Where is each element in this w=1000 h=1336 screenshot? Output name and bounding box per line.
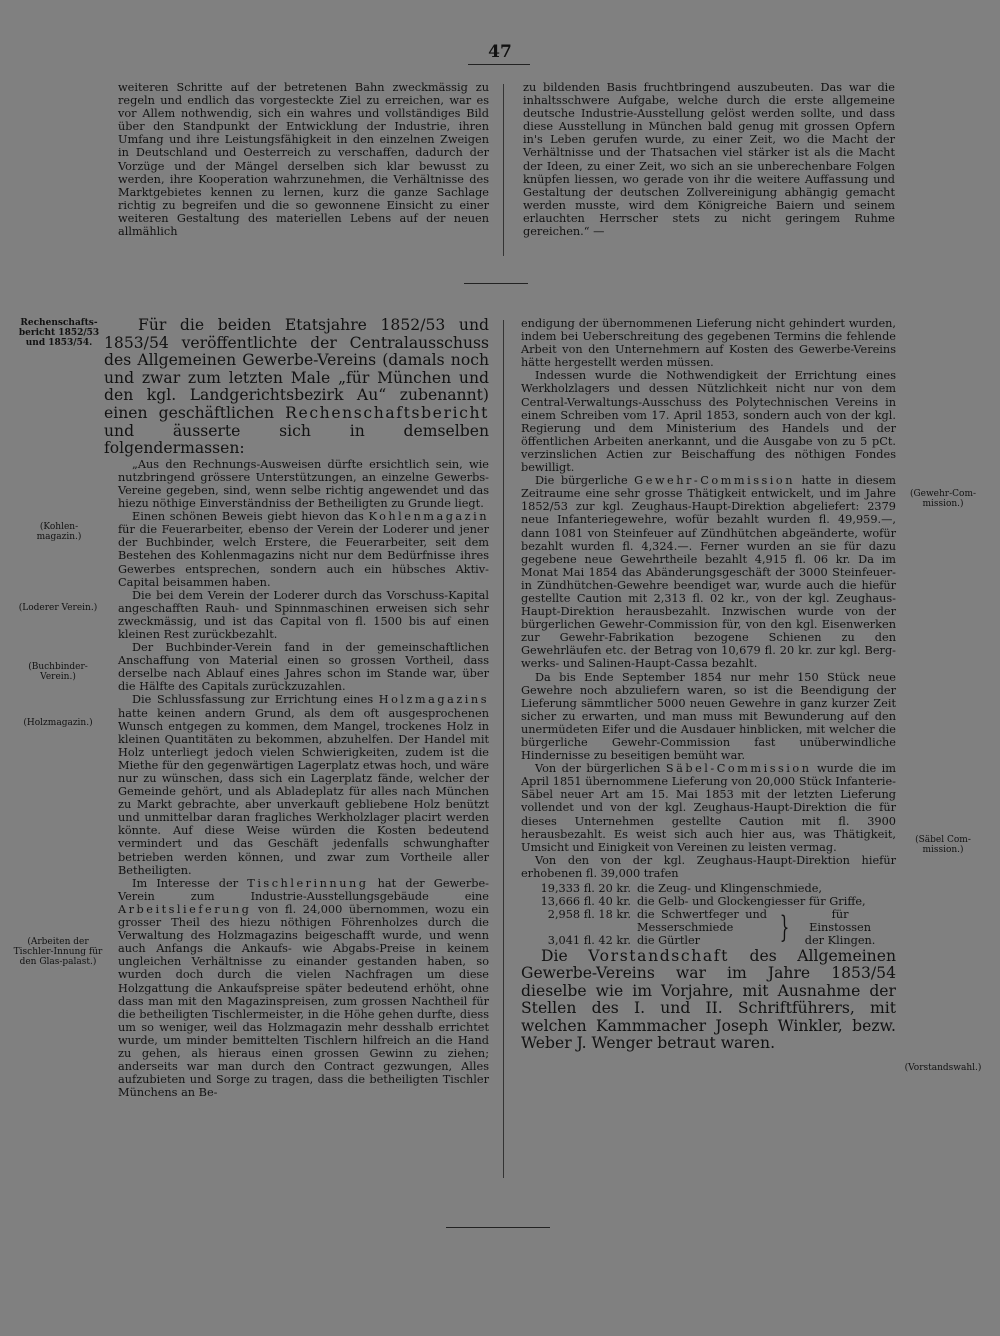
top-right-column bbox=[523, 81, 895, 238]
vorstandschaft-paragraph bbox=[521, 948, 896, 1054]
right-paragraph-6: Von den von der kgl. Zeughaus-Haupt-Direktion hiefür erhobenen fl. 39,000 trafen bbox=[521, 853, 896, 880]
final-suffix: des Allgemeinen Gewerbe-Vereins war im Jahre 1853/54 dieselbe wie im Vorjahre, mit Ausnahme der Stellen des I. und II. Schriftführers, mit welchen Kammmacher Joseph Winkler, bezw. Weber J. Wenger betraut waren. bbox=[521, 946, 896, 1053]
report-paragraph-2 bbox=[118, 510, 489, 589]
p6-spaced-word-2: Arbeitslieferung bbox=[118, 902, 252, 916]
top-left-column bbox=[118, 81, 489, 238]
payment-row bbox=[535, 895, 896, 908]
top-left-paragraph: weiteren Schritte auf der betretenen Bahn zweckmässig zu regeln und endlich das vorgesteckte Ziel zu erreichen, war es vor Allem nothwendig, sich ein wahres und vollständiges Bild über den Standpunkt der Entwicklung der Industrie, ihren Umfang und ihre Leistungsfähigkeit in den einzelnen Zweigen in Deutschland und Oesterreich zu verschaffen, dadurch der Vorzüge und der Mängel derselben sich klar bewusst zu werden, ihre Kooperation wahrzunehmen, die Verhältnisse des Marktgebietes kennen zu lernen, kurz die ganze Sachlage richtig zu begreifen und die so gewonnene Einsicht zu einer weiteren Gestaltung des materiellen Lebens auf der neuen allmählich bbox=[118, 81, 489, 239]
quoted-report bbox=[118, 458, 489, 1100]
curly-brace-glyph: } bbox=[779, 909, 790, 945]
report-paragraph-3: Die bei dem Verein der Loderer durch das Vorschuss-Kapital angeschafften Rauh- und Spinnmaschinen erweisen sich sehr zweckmässig, und ist das Capital von fl. 1500 bis auf einen kleinen Rest zurückbezahlt. bbox=[118, 588, 489, 641]
p6-prefix: Im Interesse der bbox=[132, 876, 248, 890]
payment-amount: 19,333 fl. 20 kr. bbox=[540, 882, 631, 896]
report-paragraph-5 bbox=[118, 693, 489, 876]
margin-note-saebel-commission: (Säbel Com-mission.) bbox=[915, 835, 971, 855]
lead-paragraph bbox=[104, 317, 489, 458]
section-separator bbox=[464, 283, 528, 284]
margin-note-buchbinder-verein: (Buchbinder-Verein.) bbox=[28, 662, 88, 682]
right-paragraph-3 bbox=[521, 474, 896, 670]
p5-prefix: Die Schlussfassung zur Errichtung eines bbox=[132, 693, 379, 707]
payment-group bbox=[535, 908, 896, 947]
payment-table bbox=[535, 882, 896, 947]
p6-middle: hat der Gewerbe-Verein zum Industrie-Ausstellungsgebäude eine bbox=[118, 876, 489, 903]
payment-group-rows bbox=[535, 908, 767, 947]
payment-amount: 2,958 fl. 18 kr. bbox=[547, 908, 631, 922]
report-paragraph-1: „Aus den Rechnungs-Ausweisen dürfte ersichtlich sein, wie nutzbringend grössere Unterstützungen, an einzelne Gewerbs-Vereine gegeben, sind, wenn selbe richtig angewendet und das hiezu nöthige Einverständniss der Betheiligten zu Grunde liegt. bbox=[118, 457, 489, 511]
p2-suffix: für die Feuerarbeiter, ebenso der Verein der Loderer und jener der Buchbinder, welch Erstere, die Feuerarbeiter, seit dem Bestehen des Kohlenmagazins nicht nur dem Bedürfnisse ihres Gewerbes entsprechen, sondern auch ein hübsches Aktiv-Capital beisammen haben. bbox=[118, 523, 489, 589]
right-paragraph-4: Da bis Ende September 1854 nur mehr 150 Stück neue Gewehre noch abzuliefern waren, so ist die Beendigung der Lieferung sämmtlicher 5000 neuen Gewehre in ganz kurzer Zeit sicher zu erwarten, und man muss mit Bewunderung auf den unermüdeten Eifer und die Ausdauer hinblicken, mit welcher die bürgerliche Gewehr-Commission fast unüberwindliche Hindernisse zu beseitigen bemüht war. bbox=[521, 670, 896, 763]
page-number: 47 bbox=[488, 42, 512, 62]
lead-suffix: und äusserte sich in demselben folgendermassen: bbox=[104, 421, 489, 458]
payment-amount: 3,041 fl. 42 kr. bbox=[547, 934, 631, 948]
margin-note-vorstandswahl: (Vorstandswahl.) bbox=[904, 1063, 982, 1073]
p5-suffix: hatte keinen andern Grund, als dem oft ausgesprochenen Wunsch entgegen zu kommen, dem Mangel, trockenes Holz in kleinen Quantitäten zu bekommen, abzuhelfen. Der Handel mit Holz unterliegt jedoch vielen Schwierigkeiten, zudem ist die Miethe für den gegenwärtigen Lagerplatz etwas hoch, und wäre nur zu wünschen, dass sich ein Lagerplatz fände, welcher der Gemeinde gehört, und als Abladeplatz für alles nach München zu Markt gebrachte, aber unverkauft gebliebene Holz benützt und unmittelbar daran fragliches Werkholzlager placirt werden könnte. Auf diese Weise würden die Kosten bedeutend vermindert und das Geschäft jedenfalls schwunghafter betrieben werden können, und zwar zum Vortheile aller Betheiligten. bbox=[118, 706, 489, 877]
payment-description: die Gelb- und Glockengiesser für Griffe, bbox=[637, 895, 866, 909]
p2-prefix: Einen schönen Beweis giebt hievon das bbox=[132, 510, 369, 524]
r-p5-prefix: Von der bürgerlichen bbox=[535, 762, 666, 776]
end-separator bbox=[446, 1227, 550, 1228]
final-spaced-word: Vorstandschaft bbox=[588, 946, 730, 965]
page-number-rule bbox=[468, 64, 530, 65]
r-p3-suffix: hatte in diesem Zeitraume eine sehr grosse Thätigkeit entwickelt, und im Jahre 1852/53 zur kgl. Zeughaus-Haupt-Direktion abgeliefert: 2379 neue Infanteriegewehre, wofür bezahlt wurden fl. 49,959.—, dann 1081 von Steinfeuer auf Zündhütchen abgeänderte, wofür bezahlt wurden fl. 4,324.—. Ferner wurden an sie für dazu gegebene neue Gewehrtheile bezahlt 4,915 fl. 06 kr. Da im Monat Mai 1854 das Abänderungsgeschäft der 3000 Steinfeuer- in Zündhütchen-Gewehre beendiget war, wurde auch die hiefür gestellte Caution mit 2,313 fl. 02 kr., von der kgl. Zeughaus-Haupt-Direktion herausbezahlt. Inzwischen wurde von der bürgerlichen Gewehr-Commission für, von den kgl. Eisenwerken zur Gewehr-Fabrikation bezogene Schienen zu den Gewehrläufen etc. der Betrag von 10,679 fl. 20 kr. zur kgl. Berg- werks- und Salinen-Haupt-Cassa bezahlt. bbox=[521, 474, 896, 671]
p2-spaced-word: Kohlenmagazin bbox=[368, 510, 489, 524]
right-paragraph-1: endigung der übernommenen Lieferung nicht gehindert wurden, indem bei Ueberschreitung des gegebenen Termins die fehlende Arbeit von den Unternehmern auf Kosten des Gewerbe-Vereins hätte hergestellt werden müssen. bbox=[521, 317, 896, 370]
top-column-divider bbox=[503, 84, 504, 256]
lead-prefix: Für die beiden Etatsjahre 1852/53 und 1853/54 veröffentlichte der Centralausschuss des Allgemeinen Gewerbe-Vereins (damals noch und zwar zum letzten Male „für München und den kgl. Landgerichtsbezirk Au“ zubenannt) einen geschäftlichen bbox=[104, 316, 489, 422]
p5-spaced-word: Holzmagazins bbox=[378, 693, 489, 707]
r-p5-spaced-word: Säbel-Commission bbox=[665, 762, 812, 776]
p6-spaced-word-1: Tischlerinnung bbox=[247, 876, 369, 890]
payment-row bbox=[535, 882, 896, 895]
margin-note-loderer-verein: (Loderer Verein.) bbox=[18, 603, 98, 613]
right-paragraph-2: Indessen wurde die Nothwendigkeit der Errichtung eines Werkholzlagers und dessen Nützlichkeit nicht nur von dem Central-Verwaltungs-Ausschuss des Polytechnischen Vereins in einem Schreiben vom 17. April 1853, sondern auch von der kgl. Regierung und dem Ministerium des Handels und der öffentlichen Arbeiten anerkannt, und die Ausgabe von zu 5 pCt. verzinslichen Actien zur Beischaffung des nöthigen Fondes bewilligt. bbox=[521, 369, 896, 475]
payment-description: die Zeug- und Klingenschmiede, bbox=[637, 882, 822, 896]
main-right-column bbox=[521, 317, 896, 1053]
payment-amount: 13,666 fl. 40 kr. bbox=[540, 895, 631, 909]
main-column-divider bbox=[503, 320, 504, 1178]
margin-note-kohlenmagazin: (Kohlen-magazin.) bbox=[36, 522, 82, 542]
payment-row bbox=[535, 908, 767, 934]
r-p3-prefix: Die bürgerliche bbox=[535, 474, 635, 488]
report-paragraph-6 bbox=[118, 877, 489, 1100]
margin-note-rechenschaftsbericht: Rechenschafts-bericht 1852/53 und 1853/54. bbox=[18, 318, 100, 348]
margin-note-holzmagazin: (Holzmagazin.) bbox=[23, 718, 93, 728]
right-paragraph-5 bbox=[521, 762, 896, 854]
final-prefix: Die bbox=[541, 946, 589, 965]
p6-suffix: von fl. 24,000 übernommen, wozu ein grosser Theil des hiezu nöthigen Föhrenholzes durch die Verwaltung des Holzmagazins beigeschafft wurde, und wenn auch Anfangs die Ankaufs- wie Abgabs-Preise in keinem ungleichen Verhältnisse zu einander gestanden haben, so wurden doch durch die vielen Nachfragen um diese Holzgattung die Ankaufspreise später bedeutend erhöht, ohne dass man mit den Magazinspreisen, zum grossen Nachtheil für die betheiligten Tischlermeister, in die Höhe gehen durfte, diess um so weniger, weil das Holzmagazin mehr desshalb errichtet wurde, um minder bemittelten Tischlern hilfreich an die Hand zu gehen, als hieraus einen grossen Gewinn zu ziehen; anderseits war man durch den Contract gezwungen, Alles aufzubieten und Sorge zu tragen, dass die betheiligten Tischler Münchens an Be- bbox=[118, 902, 489, 1100]
main-left-column bbox=[104, 317, 489, 1099]
lead-spaced-word: Rechenschaftsbericht bbox=[285, 403, 489, 422]
payment-description: die Gürtler bbox=[637, 934, 701, 948]
margin-note-gewehr-commission: (Gewehr-Com-mission.) bbox=[909, 489, 977, 509]
payment-group-note: für Einstossen der Klingen. bbox=[804, 908, 876, 948]
payment-description: die Schwertfeger und Messerschmiede bbox=[637, 908, 767, 935]
r-p3-spaced-word: Gewehr-Commission bbox=[634, 474, 795, 488]
margin-note-tischler-innung: (Arbeiten der Tischler-Innung für den Glas-palast.) bbox=[13, 937, 103, 967]
r-p5-suffix: wurde die im April 1851 übernommene Lieferung von 20,000 Stück Infanterie-Säbel neuer Art am 15. Mai 1853 mit der letzten Lieferung vollendet und von der kgl. Zeughaus-Haupt-Direktion die für dieses Unternehmen gestellte Caution mit fl. 3900 herausbezahlt. Es weist sich auch hier aus, was Thätigkeit, Umsicht und Einigkeit von Vereinen zu leisten vermag. bbox=[521, 762, 896, 854]
top-right-paragraph: zu bildenden Basis fruchtbringend auszubeuten. Das war die inhaltsschwere Aufgabe, welche durch die erste allgemeine deutsche Industrie-Ausstellung gelöst werden sollte, und dass diese Ausstellung in München bald genug mit grossen Opfern in's Leben gerufen wurde, zu einer Zeit, wo die Macht der Verhältnisse und der Thatsachen viel stärker ist als die Macht der Ideen, zu einer Zeit, wo sich an sie unberechenbare Folgen knüpfen liessen, wo gerade von ihr die weitere Auffassung und Gestaltung der deutschen Zollvereinigung abhängig gemacht werden musste, wird dem Königreiche Baiern und seinem erlauchten Herrscher stets zu nicht geringem Ruhme gereichen.“ — bbox=[523, 81, 895, 239]
report-paragraph-4: Der Buchbinder-Verein fand in der gemeinschaftlichen Anschaffung von Material einen so grossen Vortheil, dass derselbe nach Ablauf eines Jahres schon im Stande war, über die Hälfte des Capitals zurückzuzahlen. bbox=[118, 641, 489, 694]
